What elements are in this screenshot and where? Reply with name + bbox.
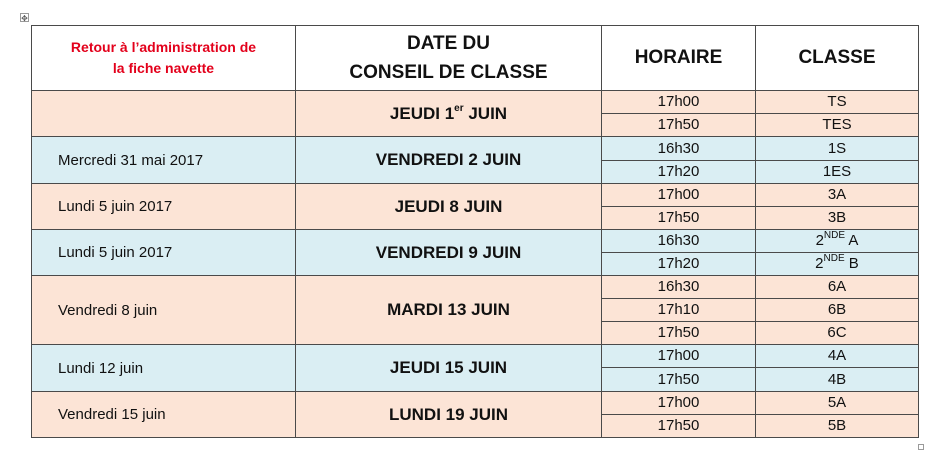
retour-date-cell: Lundi 5 juin 2017 xyxy=(32,230,296,276)
header-retour xyxy=(32,26,296,91)
horaire-cell: 17h20 xyxy=(602,253,756,276)
conseil-date-text: LUNDI 19 JUIN xyxy=(388,404,509,424)
retour-date-cell: Lundi 12 juin xyxy=(32,345,296,392)
horaire-cell: 17h00 xyxy=(602,392,756,415)
classe-text: 2 xyxy=(815,232,824,249)
table-move-handle-icon[interactable]: ✥ xyxy=(21,14,28,23)
classe-text: TS xyxy=(827,93,847,110)
classe-text: 6B xyxy=(827,301,847,318)
classe-cell xyxy=(756,392,919,415)
classe-text: 3A xyxy=(827,186,847,203)
table-row xyxy=(32,276,919,299)
classe-text: 5B xyxy=(827,417,847,434)
table-row xyxy=(32,345,919,368)
conseil-date-cell xyxy=(296,184,602,230)
horaire-cell: 17h50 xyxy=(602,114,756,137)
classe-cell xyxy=(756,207,919,230)
classe-text: 2 xyxy=(815,255,824,272)
horaire-cell: 17h00 xyxy=(602,184,756,207)
classe-cell xyxy=(756,184,919,207)
retour-date-cell: Mercredi 31 mai 2017 xyxy=(32,137,296,184)
retour-date-cell: Lundi 5 juin 2017 xyxy=(32,184,296,230)
classe-cell xyxy=(756,253,919,276)
retour-date-cell xyxy=(32,91,296,137)
conseil-date-cell xyxy=(296,392,602,438)
classe-cell xyxy=(756,322,919,345)
conseil-date-cell xyxy=(296,345,602,392)
header-classe: CLASSE xyxy=(756,26,919,91)
conseil-date-text: JEUDI 1 xyxy=(389,103,455,123)
conseil-date-superscript: er xyxy=(454,102,464,114)
header-date-line-1: DATE DU xyxy=(406,33,491,54)
retour-date-cell: Vendredi 8 juin xyxy=(32,276,296,345)
classe-cell xyxy=(756,137,919,161)
classe-text: 4B xyxy=(827,370,847,388)
horaire-cell: 17h00 xyxy=(602,91,756,114)
conseil-de-classe-table xyxy=(31,25,919,438)
conseil-date-cell xyxy=(296,276,602,345)
conseil-date-text: JEUDI 8 JUIN xyxy=(394,196,503,216)
horaire-cell: 16h30 xyxy=(602,137,756,161)
classe-text: TES xyxy=(822,116,852,133)
classe-superscript: NDE xyxy=(823,253,845,264)
header-retour-line-1: Retour à l’administration de xyxy=(70,39,257,55)
classe-text: 3B xyxy=(827,209,847,226)
header-row xyxy=(32,26,919,91)
conseil-date-text: VENDREDI 9 JUIN xyxy=(375,242,522,262)
classe-cell xyxy=(756,91,919,114)
conseil-date-cell xyxy=(296,137,602,184)
conseil-date-cell xyxy=(296,91,602,137)
table-row xyxy=(32,137,919,161)
header-date xyxy=(296,26,602,91)
horaire-cell: 16h30 xyxy=(602,276,756,299)
classe-cell xyxy=(756,415,919,438)
table-resize-handle-icon[interactable] xyxy=(918,444,924,450)
classe-cell xyxy=(756,114,919,137)
classe-text: 6A xyxy=(827,278,847,295)
classe-text: 6C xyxy=(827,324,847,341)
conseil-date-text: VENDREDI 2 JUIN xyxy=(375,150,522,169)
classe-rest: A xyxy=(845,232,859,249)
table-row xyxy=(32,392,919,415)
classe-superscript: NDE xyxy=(823,230,846,241)
classe-text: 1S xyxy=(827,139,847,157)
horaire-cell: 17h10 xyxy=(602,299,756,322)
retour-date-cell: Vendredi 15 juin xyxy=(32,392,296,438)
conseil-date-text: MARDI 13 JUIN xyxy=(387,300,510,319)
conseil-date-cell xyxy=(296,230,602,276)
classe-cell xyxy=(756,230,919,253)
table-row xyxy=(32,184,919,207)
classe-text: 4A xyxy=(827,347,847,364)
table-body xyxy=(32,91,919,438)
horaire-cell: 17h50 xyxy=(602,207,756,230)
horaire-cell: 17h50 xyxy=(602,322,756,345)
classe-text: 5A xyxy=(827,394,847,411)
classe-cell xyxy=(756,368,919,392)
horaire-cell: 17h50 xyxy=(602,368,756,392)
header-horaire: HORAIRE xyxy=(602,26,756,91)
conseil-date-rest: JUIN xyxy=(463,103,508,123)
conseil-date-text: JEUDI 15 JUIN xyxy=(389,358,508,377)
classe-cell xyxy=(756,161,919,184)
horaire-cell: 17h20 xyxy=(602,161,756,184)
table-row xyxy=(32,91,919,114)
classe-cell xyxy=(756,299,919,322)
horaire-cell: 16h30 xyxy=(602,230,756,253)
header-retour-line-2: la fiche navette xyxy=(112,60,215,76)
classe-cell xyxy=(756,276,919,299)
horaire-cell: 17h00 xyxy=(602,345,756,368)
header-date-line-2: CONSEIL DE CLASSE xyxy=(349,62,548,83)
horaire-cell: 17h50 xyxy=(602,415,756,438)
classe-cell xyxy=(756,345,919,368)
classe-text: 1ES xyxy=(822,163,852,180)
table-row xyxy=(32,230,919,253)
classe-rest: B xyxy=(844,255,859,272)
